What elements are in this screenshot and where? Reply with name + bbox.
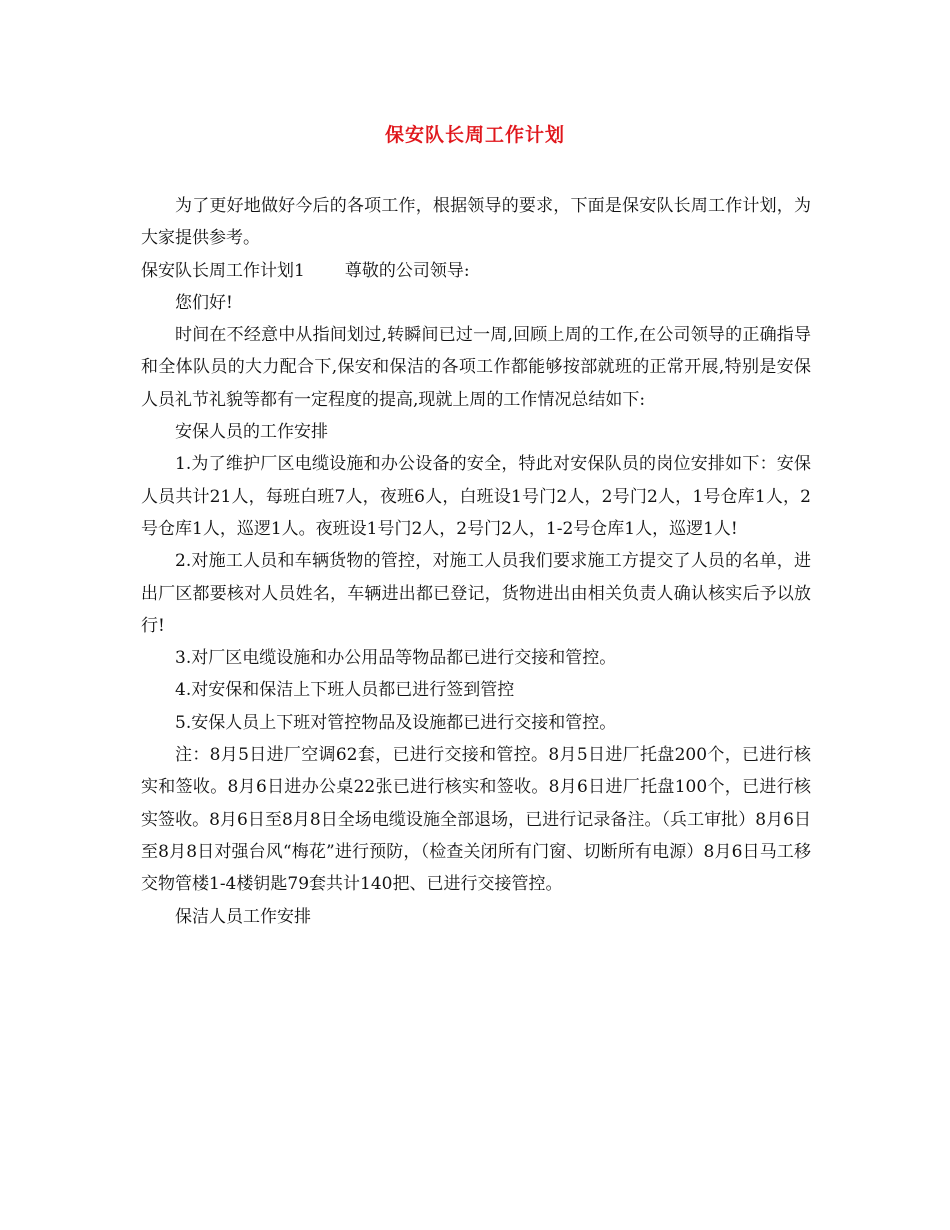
intro-paragraph: 为了更好地做好今后的各项工作，根据领导的要求，下面是保安队长周工作计划，为大家提供参考。 <box>141 196 811 249</box>
list-item-1: 1.为了维护厂区电缆设施和办公设备的安全，特此对安保队员的岗位安排如下：安保人员共计21人，每班白班7人，夜班6人，白班设1号门2人，2号门2人，1号仓库1人，2号仓库1人，巡逻1人。夜班设1号门2人，2号门2人，1-2号仓库1人，巡逻1人! <box>141 454 811 539</box>
document-title: 保安队长周工作计划 <box>384 124 565 146</box>
list-item-5: 5.安保人员上下班对管控物品及设施都已进行交接和管控。 <box>175 712 617 733</box>
list-item-2: 2.对施工人员和车辆货物的管控，对施工人员我们要求施工方提交了人员的名单，进出厂区都要核对人员姓名，车辆进出都已登记，货物进出由相关负责人确认核实后予以放行! <box>141 551 811 636</box>
heading-cleaning-arrangement: 保洁人员工作安排 <box>175 906 311 927</box>
salutation: 尊敬的公司领导: <box>344 260 470 281</box>
list-item-4: 4.对安保和保洁上下班人员都已进行签到管控 <box>175 680 515 701</box>
document-body <box>141 190 811 933</box>
heading-security-arrangement: 安保人员的工作安排 <box>175 422 328 443</box>
note-paragraph: 注：8月5日进厂空调62套，已进行交接和管控。8月5日进厂托盘200个，已进行核实和签收。8月6日进办公桌22张已进行核实和签收。8月6日进厂托盘100个，已进行核实签收。8月6日至8月8日全场电缆设施全部退场，已进行记录备注。（兵工审批）8月6日至8月8日对强台风“梅花”进行预防，（检查关闭所有门窗、切断所有电源）8月6日马工移交物管楼1-4楼钥匙79套共计140把、已进行交接管控。 <box>141 745 811 895</box>
section-title: 保安队长周工作计划1 <box>141 260 305 281</box>
list-item-3: 3.对厂区电缆设施和办公用品等物品都已进行交接和管控。 <box>175 648 617 669</box>
heading-line <box>141 255 811 287</box>
paragraph-summary: 时间在不经意中从指间划过,转瞬间已过一周,回顾上周的工作,在公司领导的正确指导和全体队员的大力配合下,保安和保洁的各项工作都能够按部就班的正常开展,特别是安保人员礼节礼貌等都有一定程度的提高,现就上周的工作情况总结如下: <box>141 325 811 410</box>
greeting: 您们好! <box>175 292 233 313</box>
